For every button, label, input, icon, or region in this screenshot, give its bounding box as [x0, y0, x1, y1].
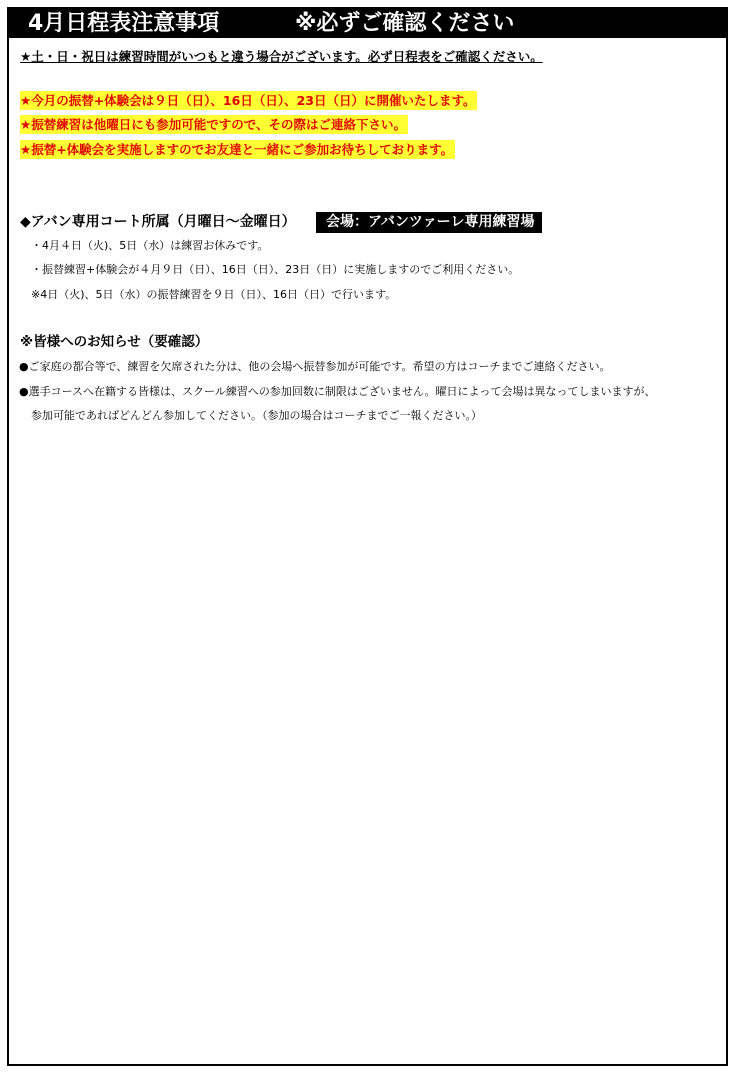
notice-item-absence: ●ご家庭の都合等で、練習を欠席された分は、他の会場へ振替参加が可能です。希望の方はコーチまでご連絡ください。	[19, 360, 611, 373]
highlight-invite-friends: ★振替+体験会を実施しますのでお友達と一緒にご参加お待ちしております。	[20, 142, 454, 157]
detail-makeup-dates: ・振替練習+体験会が４月９日（日）、16日（日）、23日（日）に実施しますのでご利用ください。	[31, 263, 520, 276]
notice-item-players-course: ●選手コースへ在籍する皆様は、スクール練習への参加回数に制限はございません。曜日によって会場は異なってしまいますが、	[19, 385, 656, 398]
section-heading: ◆アバン専用コート所属（月曜日～金曜日）	[20, 214, 296, 230]
page-title: 4月日程表注意事項	[28, 11, 220, 36]
title-bar	[9, 9, 726, 38]
document-frame	[7, 7, 728, 1066]
detail-makeup-for-closed: ※4日（火)、5日（水）の振替練習を９日（日）、16日（日）で行います。	[31, 288, 397, 301]
schedule-caution-note: ★土・日・祝日は練習時間がいつもと違う場合がございます。必ず日程表をご確認ください。	[20, 49, 543, 64]
notice-item-players-course-cont: 参加可能であればどんどん参加してください。（参加の場合はコーチまでご一報ください。）	[31, 409, 482, 422]
highlight-makeup-trial-dates: ★今月の振替+体験会は９日（日）、16日（日）、23日（日）に開催いたします。	[20, 93, 476, 108]
notices-heading: ※皆様へのお知らせ（要確認）	[20, 334, 209, 350]
confirm-notice: ※必ずご確認ください	[295, 11, 515, 36]
highlight-makeup-other-days: ★振替練習は他曜日にも参加可能ですので、その際はご連絡下さい。	[20, 117, 406, 132]
detail-closed-days: ・4月４日（火)、5日（水）は練習お休みです。	[31, 239, 269, 252]
venue-badge: 会場：アバンツァーレ専用練習場	[316, 212, 542, 233]
